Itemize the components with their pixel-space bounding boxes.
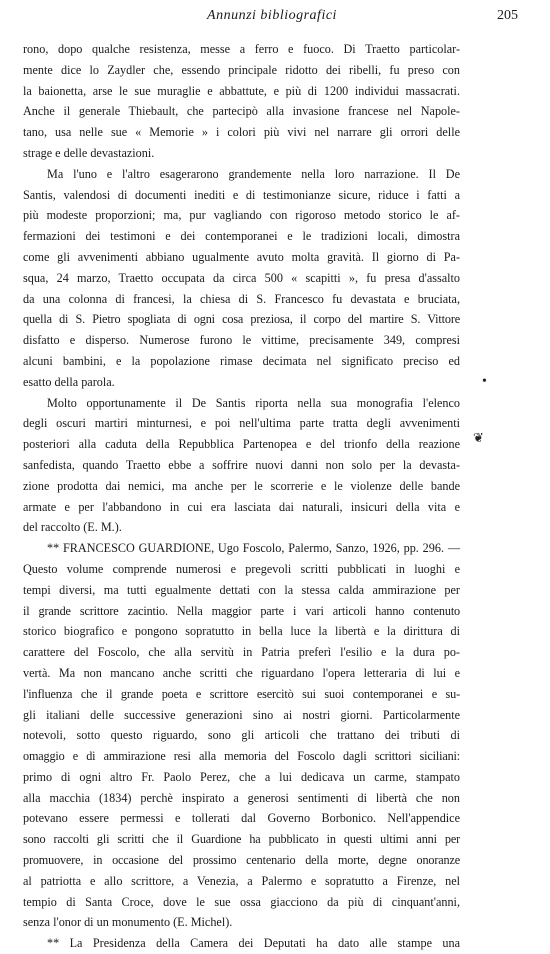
- text-line: gli italiani delle successive generazioni sino ai nostri giorni. Particolarmente: [23, 707, 460, 722]
- text-line: Molto opportunamente il De Santis riporta nella sua monografia l'elenco: [47, 395, 460, 410]
- text-line: più modeste proporzioni; ma, pur vagliando con rigoroso metodo storico le af-: [23, 208, 460, 223]
- text-line: Questo volume comprende numerosi e pregevoli scritti pubblicati in luoghi e: [23, 561, 460, 576]
- text-line: armate e per l'abbandono in cui era lasciata dai naturali, insicuri della vita e: [23, 499, 460, 514]
- text-line: tempi diversi, ma tutti egualmente dettati con la stessa calda ammirazione per: [23, 582, 460, 597]
- page-header: [24, 8, 520, 28]
- text-line: degli oscuri martiri minturnesi, e poi nell'ultima parte tratta degli avvenimenti: [23, 416, 460, 431]
- text-line: l'influenza che il grande poeta e scrittore esercitò sui suoi contemporanei e su-: [23, 686, 460, 701]
- text-line: alla macchia (1834) perchè inspirato a generosi sentimenti di libertà che non: [23, 790, 460, 805]
- text-line: alcuni bambini, e la popolazione rimase decimata nel significato preciso ed: [23, 353, 460, 368]
- text-line: carattere del Foscolo, che alla servitù in Patria preferì l'esilio e la dura po-: [23, 645, 460, 660]
- text-line: primo di ogni altro Fr. Paolo Perez, che a lui dedicava un carme, stampato: [23, 769, 460, 784]
- text-line: da una colonna di francesi, la chiesa di S. Francesco fu devastata e bruciata,: [23, 291, 460, 306]
- text-line: potevano essere permessi e tollerati dal Governo Borbonico. Nell'appendice: [23, 811, 460, 826]
- text-line: il grande scrittore zacintio. Nella maggior parte i vari articoli hanno contenuto: [23, 603, 460, 618]
- text-line: sono raccolti gli scritti che il Guardione ha pubblicato in questi ultimi anni per: [23, 832, 460, 847]
- text-line: strage e delle devastazioni.: [23, 145, 155, 160]
- text-line: promuovere, in occasione del prossimo centenario della morte, degne onoranze: [23, 853, 460, 868]
- text-line: squa, 24 marzo, Traetto occupata da circa 500 « scapitti », fu presa d'assalto: [23, 270, 460, 285]
- text-line: mente dice lo Zaydler che, essendo principale ridotto dei ribelli, fu preso con: [23, 62, 460, 77]
- running-title: Annunzi bibliografici: [207, 8, 337, 23]
- text-line: fermazioni dei testimoni e dei contemporanei e le tradizioni locali, dimostra: [23, 229, 460, 244]
- text-line: Santis, valendosi di documenti inediti e di testimonianze sicure, riduce i fatti a: [23, 187, 460, 202]
- text-line: tempio di Santa Croce, dove le sue ossa giacciono da più di cinquant'anni,: [23, 894, 460, 909]
- body-text: [23, 39, 460, 954]
- text-line: come gli avvenimenti abbiano ugualmente avuto molta gravità. Il giorno di Pa-: [23, 249, 460, 264]
- text-line: sanfedista, quando Traetto ebbe a soffrire nuovi danni non solo per la devasta-: [23, 457, 460, 472]
- text-line: notevoli, sotto questo riguardo, sono gli articoli che trattano dei tributi di: [23, 728, 460, 743]
- text-line: del raccolto (E. M.).: [23, 520, 122, 535]
- text-line: quella di S. Pietro spogliata di ogni cosa preziosa, il corpo del martire S. Vittore: [23, 312, 460, 327]
- text-line: senza l'onor di un monumento (E. Michel).: [23, 915, 233, 930]
- text-line: Ma l'uno e l'altro esagerarono grandemente nella loro narrazione. Il De: [47, 166, 460, 181]
- text-line: storico biografico e pongono sopratutto in bella luce la libertà e la dirittura di: [23, 624, 460, 639]
- text-line: rono, dopo qualche resistenza, messe a ferro e fuoco. Di Traetto particolar-: [23, 42, 460, 56]
- margin-fleuron-mark: ❦: [473, 430, 484, 445]
- page-number: 205: [497, 8, 518, 23]
- text-line: al patriotta e allo scrittore, a Venezia, a Palermo e sopratutto a Firenze, nel: [23, 873, 460, 888]
- text-line: Anche il generale Thiebault, che partecipò alla invasione francese nel Napole-: [23, 104, 460, 119]
- text-line: la baionetta, arse le sue muraglie e abbattute, e più di 1200 individui massacrati.: [23, 83, 460, 98]
- text-line: posteriori alla caduta della Repubblica Partenopea e del trionfo della reazione: [23, 437, 460, 452]
- text-line: zione prodotta dai nemici, ma anche per le scorrerie e le violenze delle bande: [23, 478, 460, 493]
- text-line: disfatto e disperso. Numerose furono le vittime, precisamente 349, compresi: [23, 333, 460, 348]
- text-line: vertà. Ma non mancano anche scritti che riguardano l'opera letteraria di lui e: [23, 665, 460, 680]
- entry-heading-line: ** La Presidenza della Camera dei Deputati ha dato alle stampe una: [47, 936, 460, 951]
- entry-heading-line: ** FRANCESCO GUARDIONE, Ugo Foscolo, Palermo, Sanzo, 1926, pp. 296. —: [47, 541, 460, 556]
- margin-dot-mark: •: [482, 374, 487, 389]
- text-line: esatto della parola.: [23, 374, 115, 389]
- text-line: omaggio e di ammirazione resi alla memoria del Foscolo dagli scrittori siciliani:: [23, 749, 460, 764]
- text-line: tano, usa nelle sue « Memorie » i colori più vivi nel narrare gli orrori delle: [23, 125, 460, 140]
